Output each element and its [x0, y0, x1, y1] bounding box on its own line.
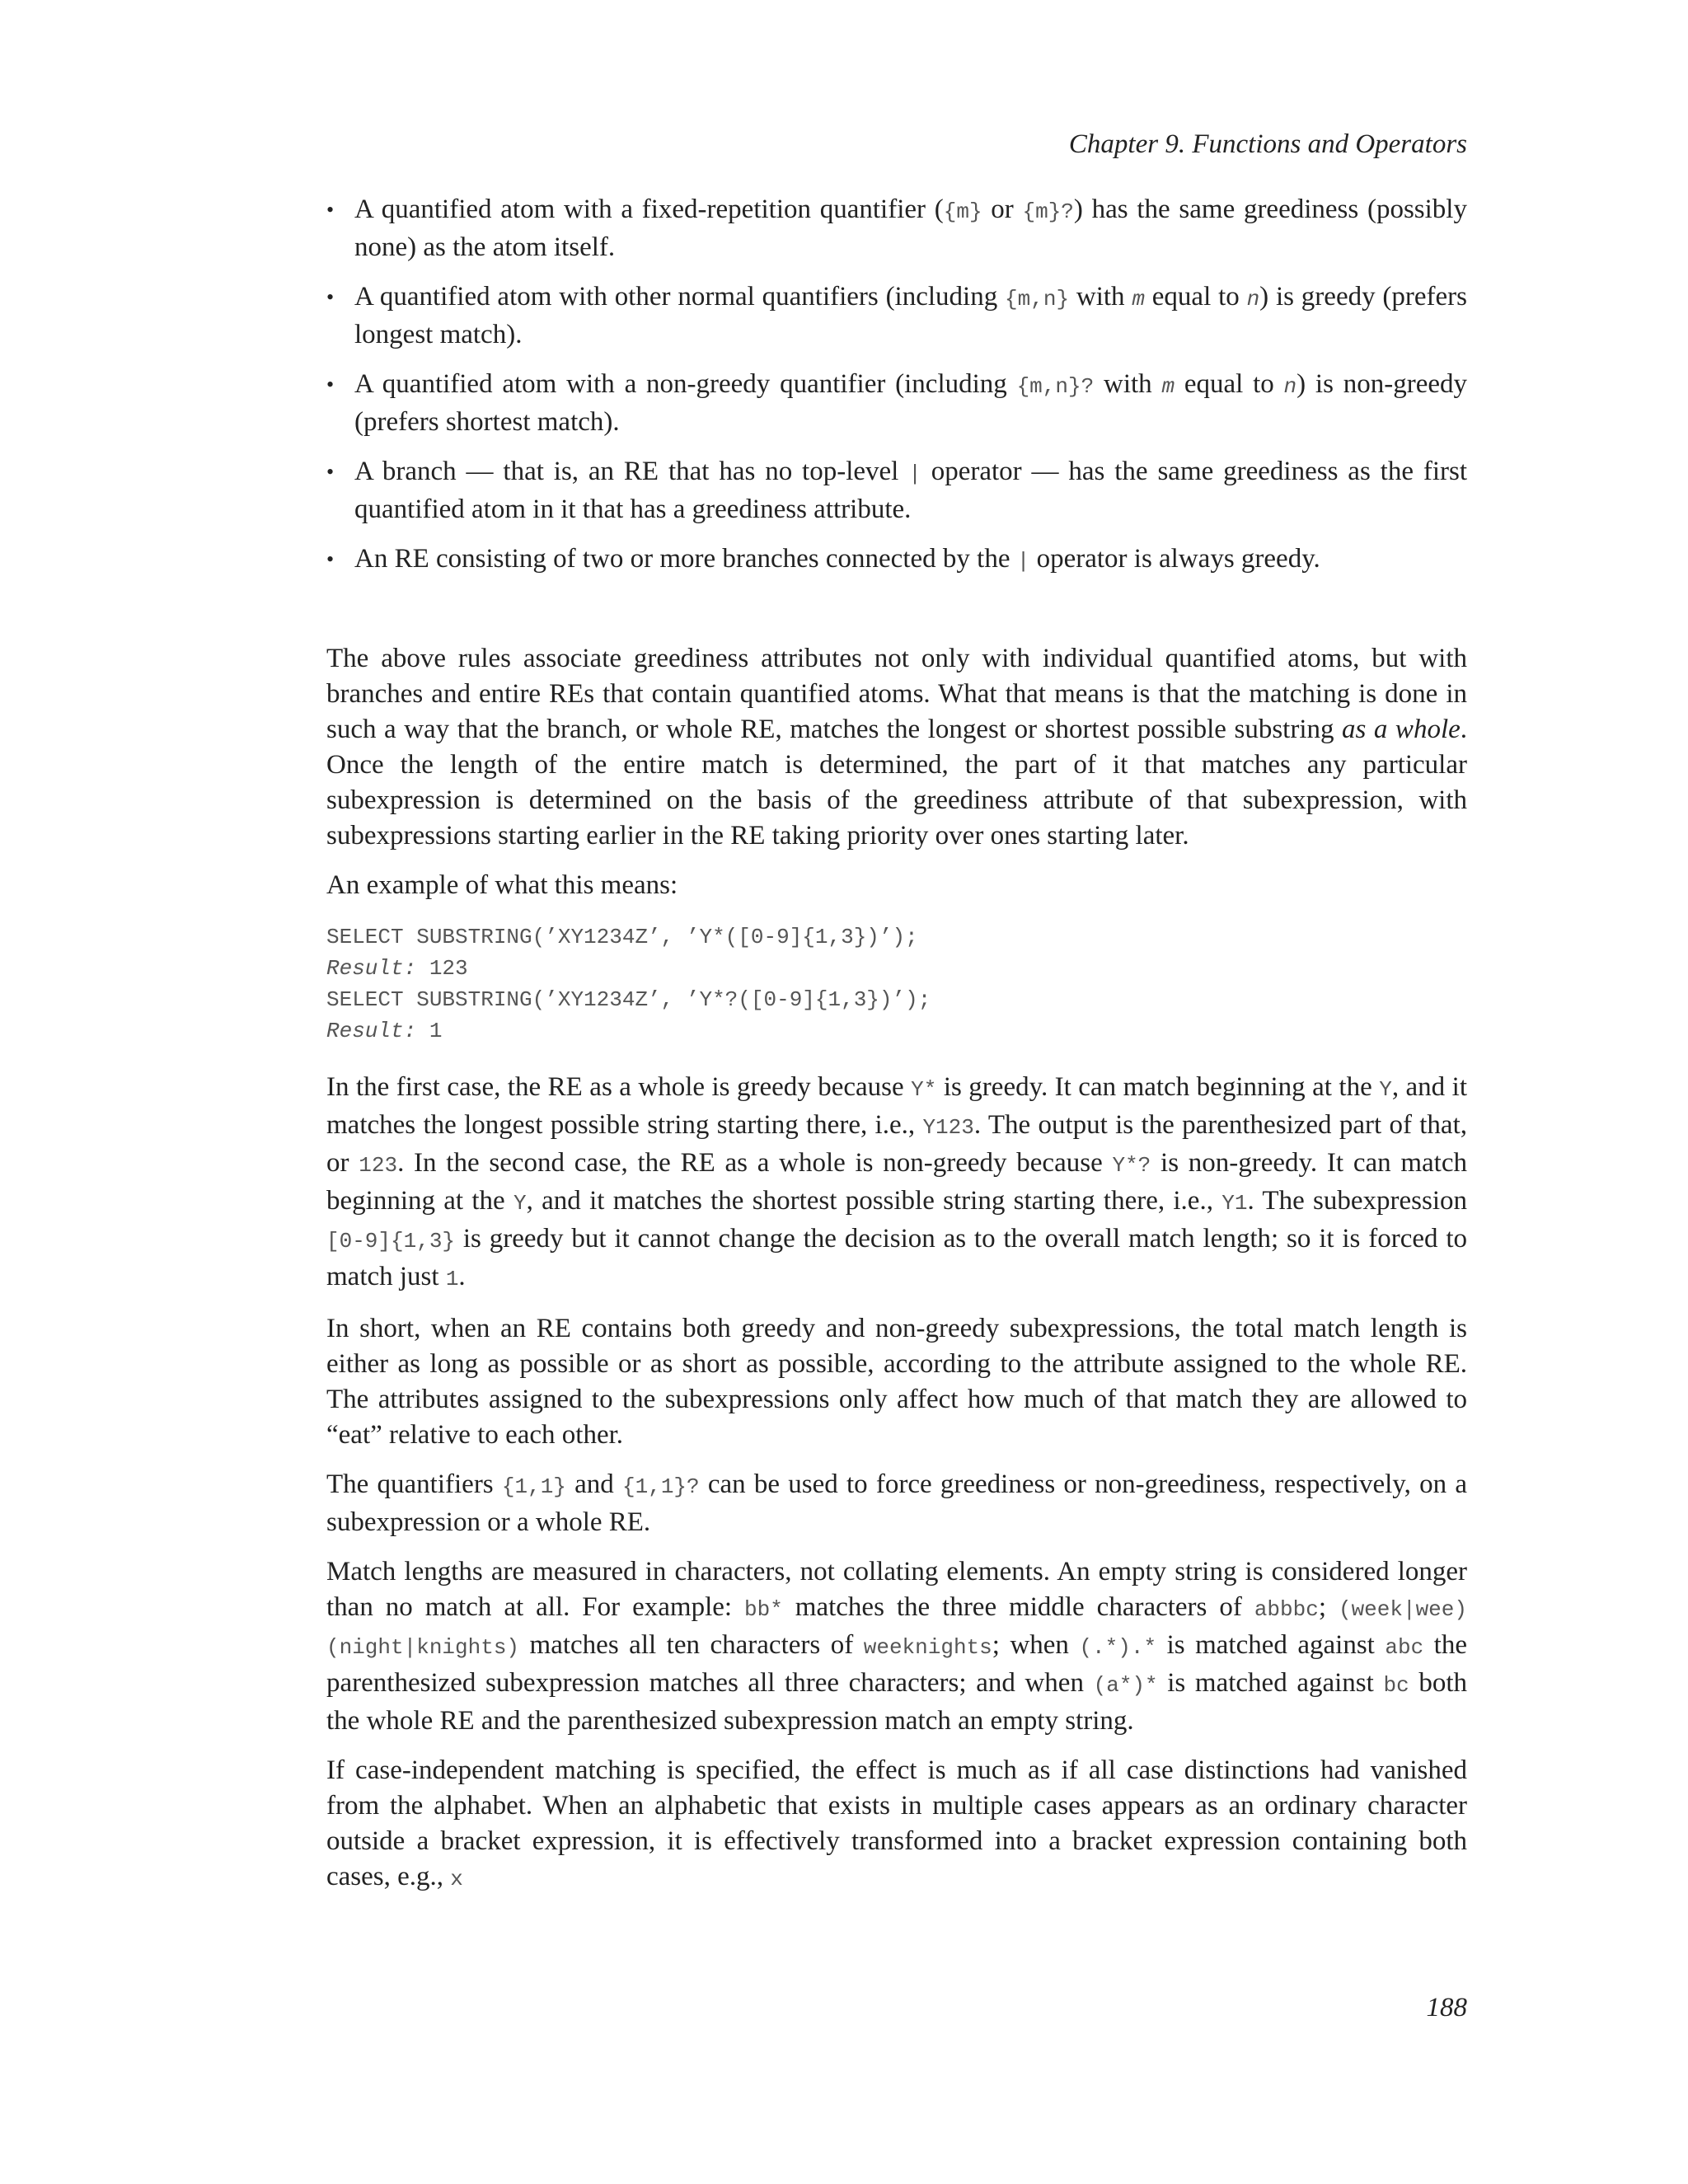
result-value: 1 [416, 1019, 443, 1043]
paragraph-case-independent: If case-independent matching is specified, the effect is much as if all case distinctions had vanished from the alphabet. When an alphabetic that exists in multiple cases appears as an ordinary character outside a bracket expression, it is effectively transformed into a bracket expression containing both cases, e.g., x [326, 1755, 1467, 1891]
inline-code: {m} [943, 199, 982, 224]
inline-code: Y* [911, 1077, 937, 1102]
inline-code: n [1246, 287, 1260, 312]
paragraph-example-intro: An example of what this means: [326, 870, 678, 900]
inline-code: Y1 [1221, 1191, 1248, 1216]
inline-code: bb* [744, 1597, 783, 1622]
paragraph-mixed-greediness: In short, when an RE contains both greedy and non-greedy subexpressions, the total match length is either as long as possible or as short as possible, according to the attribute assigned to the whole RE. The attributes assigned to the subexpressions only affect how much of that match they are allowed to “eat” relative to each other. [326, 1314, 1467, 1450]
inline-code: Y [1379, 1077, 1392, 1102]
inline-code: {m,n} [1005, 287, 1070, 312]
inline-code: m [1132, 287, 1145, 312]
inline-code: | [1016, 549, 1030, 574]
inline-code: (week|wee)(night|knights) [326, 1597, 1467, 1660]
inline-code: {m,n}? [1016, 374, 1095, 399]
list-item: • A quantified atom with a fixed-repetition quantifier ({m} or {m}?) has the same greediness (possibly none) as the atom itself. [326, 192, 1467, 265]
inline-code: (a*)* [1093, 1673, 1158, 1698]
greediness-rules-list [326, 192, 1467, 579]
emphasis: as a whole [1342, 715, 1461, 744]
result-label: Result: [326, 1019, 417, 1043]
inline-code: (.*).* [1079, 1635, 1157, 1660]
page-number: 188 [1426, 1993, 1467, 2022]
paragraph-match-lengths: Match lengths are measured in characters, not collating elements. An empty string is considered longer than no match at all. For example: bb* matches the three middle characters of abbbc; (week|wee)(night|knights) matches all ten characters of weeknights; when (.*).* is matched against abc the parenthesized subexpression matches all three characters; and when (a*)* is matched against bc both the whole RE and the parenthesized subexpression match an empty string. [326, 1557, 1467, 1736]
inline-code: Y123 [922, 1115, 974, 1140]
code-line: SELECT SUBSTRING(’XY1234Z’, ’Y*?([0-9]{1,3})’); [326, 987, 931, 1012]
inline-code: {m}? [1022, 199, 1074, 224]
list-item: • An RE consisting of two or more branches connected by the | operator is always greedy. [326, 541, 1467, 579]
result-label: Result: [326, 956, 417, 981]
inline-code: Y [513, 1191, 527, 1216]
inline-code: abbbc [1254, 1597, 1319, 1622]
inline-code: | [908, 462, 921, 486]
inline-code: abc [1385, 1635, 1424, 1660]
code-line: SELECT SUBSTRING(’XY1234Z’, ’Y*([0-9]{1,3})’); [326, 925, 918, 949]
inline-code: Y*? [1112, 1153, 1151, 1178]
list-item: • A branch — that is, an RE that has no top-level | operator — has the same greediness as the first quantified atom in it that has a greediness attribute. [326, 454, 1467, 527]
inline-code: {1,1}? [622, 1474, 700, 1499]
inline-code: [0-9]{1,3} [326, 1229, 456, 1254]
inline-code: 1 [445, 1267, 459, 1291]
running-header: Chapter 9. Functions and Operators [1068, 129, 1467, 159]
paragraph-greediness-whole: The above rules associate greediness attributes not only with individual quantified atoms, but with branches and entire REs that contain quantified atoms. What that means is that the matching is done in such a way that the branch, or whole RE, matches the longest or shortest possible substring as a whole. Once the length of the entire match is determined, the part of it that matches any particular subexpression is determined on the basis of the greediness attribute of that subexpression, with subexpressions starting earlier in the RE taking priority over ones starting later. [326, 644, 1468, 851]
paragraph-example-explanation: In the first case, the RE as a whole is greedy because Y* is greedy. It can match beginning at the Y, and it matches the longest possible string starting there, i.e., Y123. The output is the parenthesized part of that, or 123. In the second case, the RE as a whole is non-greedy because Y*? is non-greedy. It can match beginning at the Y, and it matches the shortest possible string starting there, i.e., Y1. The subexpression [0-9]{1,3} is greedy but it cannot change the decision as to the overall match length; so it is forced to match just 1. [326, 1072, 1467, 1291]
inline-code: m [1161, 374, 1175, 399]
inline-code: {1,1} [501, 1474, 566, 1499]
list-item: • A quantified atom with a non-greedy quantifier (including {m,n}? with m equal to n) is non-greedy (prefers shortest match). [326, 367, 1467, 440]
result-value: 123 [416, 956, 468, 981]
inline-code: 123 [359, 1153, 398, 1178]
spacer [326, 593, 1467, 641]
list-item: • A quantified atom with other normal quantifiers (including {m,n} with m equal to n) is greedy (prefers longest match). [326, 279, 1467, 353]
code-example [326, 921, 1467, 1047]
paragraph-quantifiers: The quantifiers {1,1} and {1,1}? can be used to force greediness or non-greediness, respectively, on a subexpression or a whole RE. [326, 1469, 1467, 1537]
page-content [326, 192, 1467, 1911]
inline-code: weeknights [863, 1635, 992, 1660]
inline-code: bc [1383, 1673, 1409, 1698]
inline-code: x [450, 1867, 463, 1891]
inline-code: n [1283, 374, 1297, 399]
